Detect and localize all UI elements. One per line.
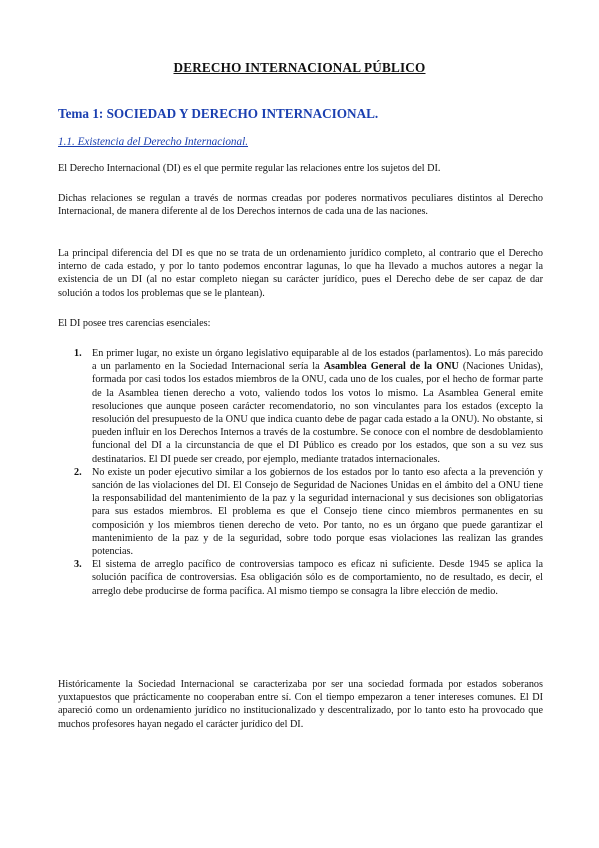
list-item	[72, 347, 543, 466]
list-item	[72, 558, 543, 598]
list-item	[72, 466, 543, 558]
list-item-text: (Naciones Unidas), formada por casi todos los estados miembros de la ONU, cada uno de los cuales, por el hecho de formar parte de la Asamblea tienen derecho a voto, valiendo todos los votos lo mismo. La Asamblea General emite resoluciones que aunque poseen carácter recomendatorio, no son vinculantes para los estados (excepto la resolución del presupuesto de la ONU que indica cuanto debe de pagar cada estado a la ONU). No obstante, si pueden influir en los Derechos Internos a través de la costumbre. Se conoce con el nombre de desdoblamiento funcional del DI a la circunstancia de que el DI Público es creado por los estados, que son a su vez sus destinatarios. El DI puede ser creado, por ejemplo, mediante tratados internacionales.	[92, 361, 543, 465]
paragraph-relations: Dichas relaciones se regulan a través de normas creadas por poderes normativos peculiares distintos al Derecho Internacional, de manera diferente al de los Derechos internos de cada una de las naciones.	[58, 193, 543, 218]
list-item-number: 2.	[74, 466, 82, 478]
list-item-number: 1.	[74, 348, 82, 359]
list-item-text: El sistema de arreglo pacífico de controversias tampoco es eficaz ni suficiente. Desde 1945 se aplica la solución pacífica de controversias. Esa obligación sólo es de comportamiento, no de resultado, es decir, el arreglo debe producirse de forma pacífica. Al mismo tiempo se consagra la libre elección de medio.	[92, 559, 543, 597]
list-item-text: En primer lugar, no existe un órgano legislativo equiparable al de los estados (parlamentos). Lo más parecido a un parlamento en la Sociedad Internacional sería la	[92, 348, 543, 373]
list-item-number: 3.	[74, 559, 82, 571]
paragraph-historical: Históricamente la Sociedad Internacional se caracterizaba por ser una sociedad formada por estados soberanos yuxtapuestos que prácticamente no cooperaban entre sí. Con el tiempo empezaron a tener intereses comunes. El DI apareció como un ordenamiento jurídico no institucionalizado y descentralizado, por lo tanto esto ha provocado que muchos profesores hayan negado el carácter jurídico del DI.	[58, 679, 543, 730]
list-item-bold-text: Asamblea General de la ONU	[323, 361, 459, 373]
paragraph-difference: La principal diferencia del DI es que no se trata de un ordenamiento jurídico completo, al contrario que el Derecho interno de cada estado, y por lo tanto podemos encontrar lagunas, lo que ha llevado a muchos autores a negar la existencia de un DI (al no estar completo niegan su carácter jurídico, pues el Derecho debe de ser capaz de dar solución a todos los problemas que se le plantean).	[58, 248, 543, 299]
paragraph-definition: El Derecho Internacional (DI) es el que permite regular las relaciones entre los sujetos del DI.	[58, 163, 441, 174]
chapter-title: Tema 1: SOCIEDAD Y DERECHO INTERNACIONAL.	[58, 106, 379, 121]
list-item-text: No existe un poder ejecutivo similar a los gobiernos de los estados por lo tanto eso afecta a la prevención y sanción de las violaciones del DI. El Consejo de Seguridad de Naciones Unidas en el ámbito del a ONU tiene la responsabilidad del mantenimiento de la paz y la seguridad internacional y sus decisiones son obligatorias para sus estados miembros. El problema es que el Consejo tiene cinco miembros permanentes en su composición y los miembros tienen derecho de veto. Por tanto, no es un órgano que puede garantizar el mantenimiento de la paz y de la seguridad, sobre todo porque esas violaciones las realizan las grandes potencias.	[92, 466, 543, 558]
paragraph-deficiencies-intro: El DI posee tres carencias esenciales:	[58, 318, 211, 329]
deficiencies-list	[72, 347, 543, 598]
document-title: DERECHO INTERNACIONAL PÚBLICO	[173, 60, 426, 75]
section-title: 1.1. Existencia del Derecho Internacional.	[58, 136, 249, 148]
